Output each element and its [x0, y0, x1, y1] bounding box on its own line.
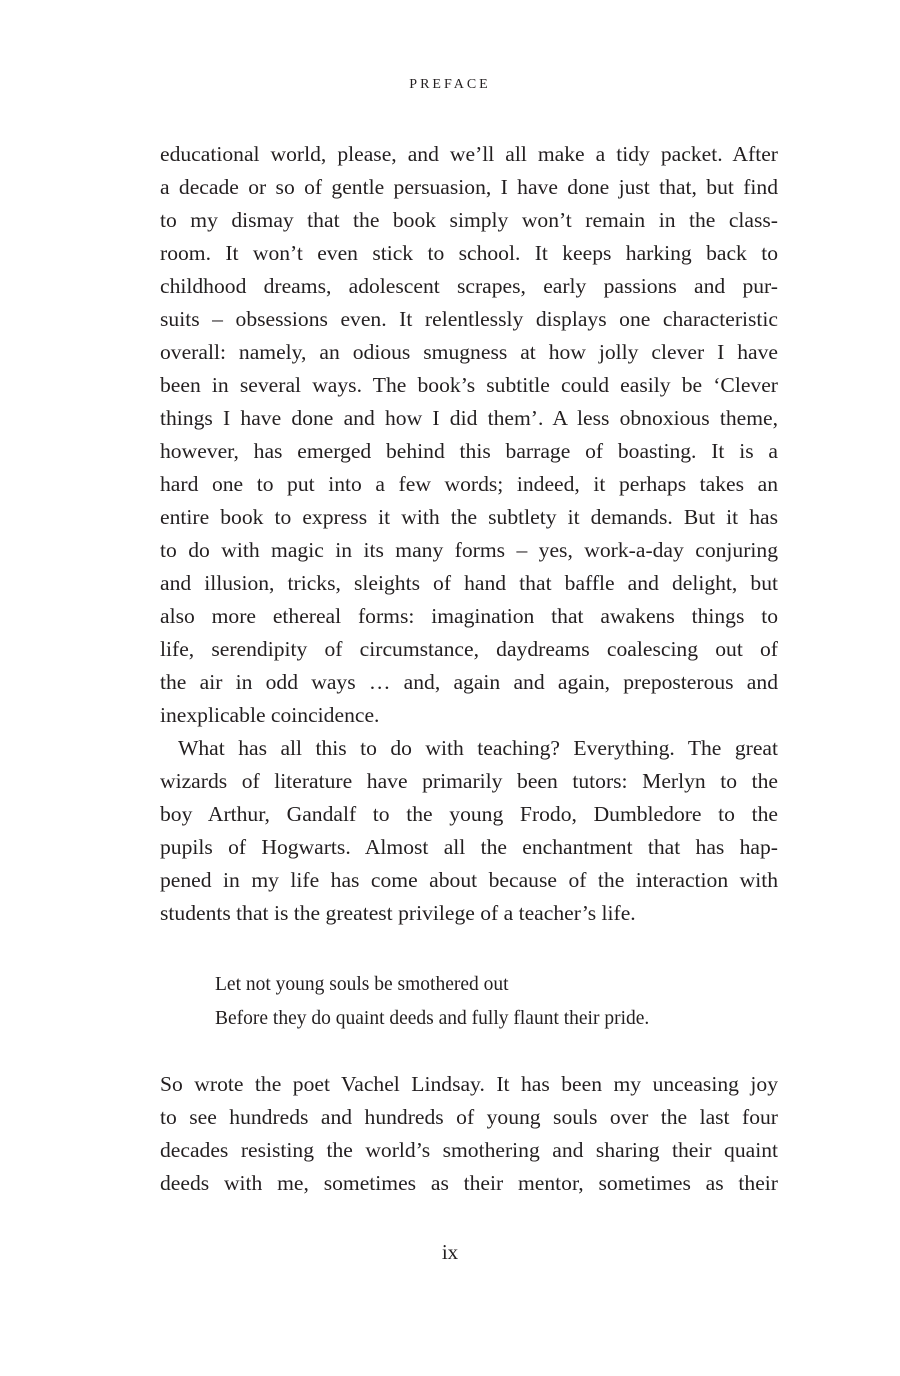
body-text [160, 138, 778, 930]
text-line: also more ethereal forms: imagination that awakens things to [160, 604, 778, 628]
text-line: however, has emerged behind this barrage of boasting. It is a [160, 439, 778, 463]
running-head: PREFACE [409, 77, 491, 92]
text-line: childhood dreams, adolescent scrapes, early passions and pur- [160, 274, 778, 298]
text-line: So wrote the poet Vachel Lindsay. It has been my unceasing joy [160, 1072, 778, 1096]
page-number: ix [441, 1240, 459, 1264]
body-text-continued [160, 1068, 778, 1200]
text-line: deeds with me, sometimes as their mentor, sometimes as their [160, 1171, 778, 1195]
text-line: inexplicable coincidence. [160, 703, 380, 727]
text-line: to see hundreds and hundreds of young souls over the last four [160, 1105, 778, 1129]
verse-line: Let not young souls be smothered out [215, 974, 509, 995]
text-line: students that is the greatest privilege of a teacher’s life. [160, 901, 636, 925]
paragraph-3 [160, 1068, 778, 1200]
text-line: the air in odd ways … and, again and again, preposterous and [160, 670, 778, 694]
text-line: things I have done and how I did them’. A less obnoxious theme, [160, 406, 778, 430]
text-line: pened in my life has come about because of the interaction with [160, 868, 778, 892]
text-line: a decade or so of gentle persuasion, I have done just that, but find [160, 175, 778, 199]
text-line: overall: namely, an odious smugness at how jolly clever I have [160, 340, 778, 364]
text-line: wizards of literature have primarily been tutors: Merlyn to the [160, 769, 778, 793]
paragraph-2 [160, 732, 778, 930]
text-line: life, serendipity of circumstance, daydreams coalescing out of [160, 637, 778, 661]
text-line: been in several ways. The book’s subtitle could easily be ‘Clever [160, 373, 778, 397]
text-line: to my dismay that the book simply won’t remain in the class- [160, 208, 778, 232]
text-line: hard one to put into a few words; indeed, it perhaps takes an [160, 472, 778, 496]
text-line: suits – obsessions even. It relentlessly displays one characteristic [160, 307, 778, 331]
text-line: What has all this to do with teaching? Everything. The great [178, 736, 778, 760]
text-line: room. It won’t even stick to school. It keeps harking back to [160, 241, 778, 265]
text-line: and illusion, tricks, sleights of hand that baffle and delight, but [160, 571, 778, 595]
text-line: entire book to express it with the subtlety it demands. But it has [160, 505, 778, 529]
text-line: to do with magic in its many forms – yes, work-a-day conjuring [160, 538, 778, 562]
text-line: decades resisting the world’s smothering and sharing their quaint [160, 1138, 778, 1162]
text-line: educational world, please, and we’ll all make a tidy packet. After [160, 142, 778, 166]
verse-quotation [215, 968, 775, 1036]
paragraph-1 [160, 138, 778, 732]
text-line: boy Arthur, Gandalf to the young Frodo, Dumbledore to the [160, 802, 778, 826]
text-line: pupils of Hogwarts. Almost all the enchantment that has hap- [160, 835, 778, 859]
verse-line: Before they do quaint deeds and fully flaunt their pride. [215, 1008, 650, 1029]
